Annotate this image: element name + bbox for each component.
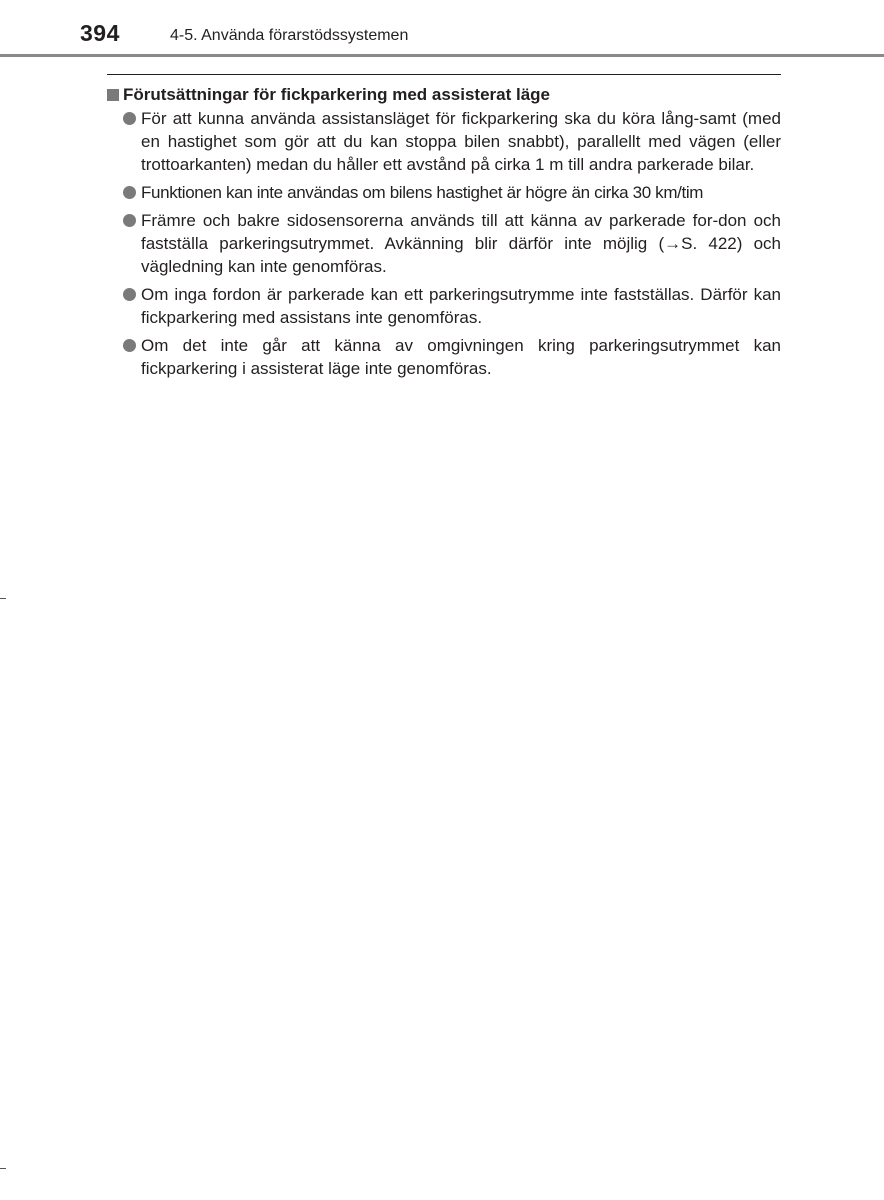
round-bullet-icon xyxy=(123,112,136,125)
crop-mark xyxy=(0,598,6,599)
main-content xyxy=(107,74,781,385)
list-item-text: Funktionen kan inte användas om bilens hastighet är högre än cirka 30 km/tim xyxy=(141,183,704,202)
header-divider xyxy=(0,54,884,57)
section-heading-text: Förutsättningar för fickparkering med assisterat läge xyxy=(123,85,551,104)
round-bullet-icon xyxy=(123,339,136,352)
list-item xyxy=(123,181,781,204)
section-divider xyxy=(107,74,781,75)
list-item xyxy=(123,334,781,380)
list-item-text: För att kunna använda assistansläget för fickparkering ska du köra lång-samt (med en hastighet som gör att du kan stoppa bilen snabbt), parallellt med vägen (eller trottoarkanten) medan du håller ett avstånd på cirka 1 m till andra parkerade bilar. xyxy=(141,109,781,174)
section-title: 4-5. Använda förarstödssystemen xyxy=(170,27,409,44)
bullet-list xyxy=(107,107,781,380)
round-bullet-icon xyxy=(123,186,136,199)
section-heading xyxy=(107,84,781,106)
round-bullet-icon xyxy=(123,214,136,227)
page-number: 394 xyxy=(80,20,120,46)
list-item xyxy=(123,209,781,278)
list-item-text: Om det inte går att känna av omgivningen kring parkeringsutrymmet kan fickparkering i assisterat läge inte genomföras. xyxy=(141,336,781,378)
crop-mark xyxy=(0,1168,6,1169)
list-item-text: Främre och bakre sidosensorerna används till att känna av parkerade for-don och fastställa parkeringsutrymmet. Avkänning blir därför inte möjlig (→S. 422) och vägledning kan inte genomföras. xyxy=(141,211,781,276)
list-item-text: Om inga fordon är parkerade kan ett parkeringsutrymme inte fastställas. Därför kan fickparkering med assistans inte genomföras. xyxy=(141,285,781,327)
list-item xyxy=(123,107,781,176)
square-bullet-icon xyxy=(107,89,119,101)
round-bullet-icon xyxy=(123,288,136,301)
list-item xyxy=(123,283,781,329)
page-header xyxy=(0,0,884,60)
